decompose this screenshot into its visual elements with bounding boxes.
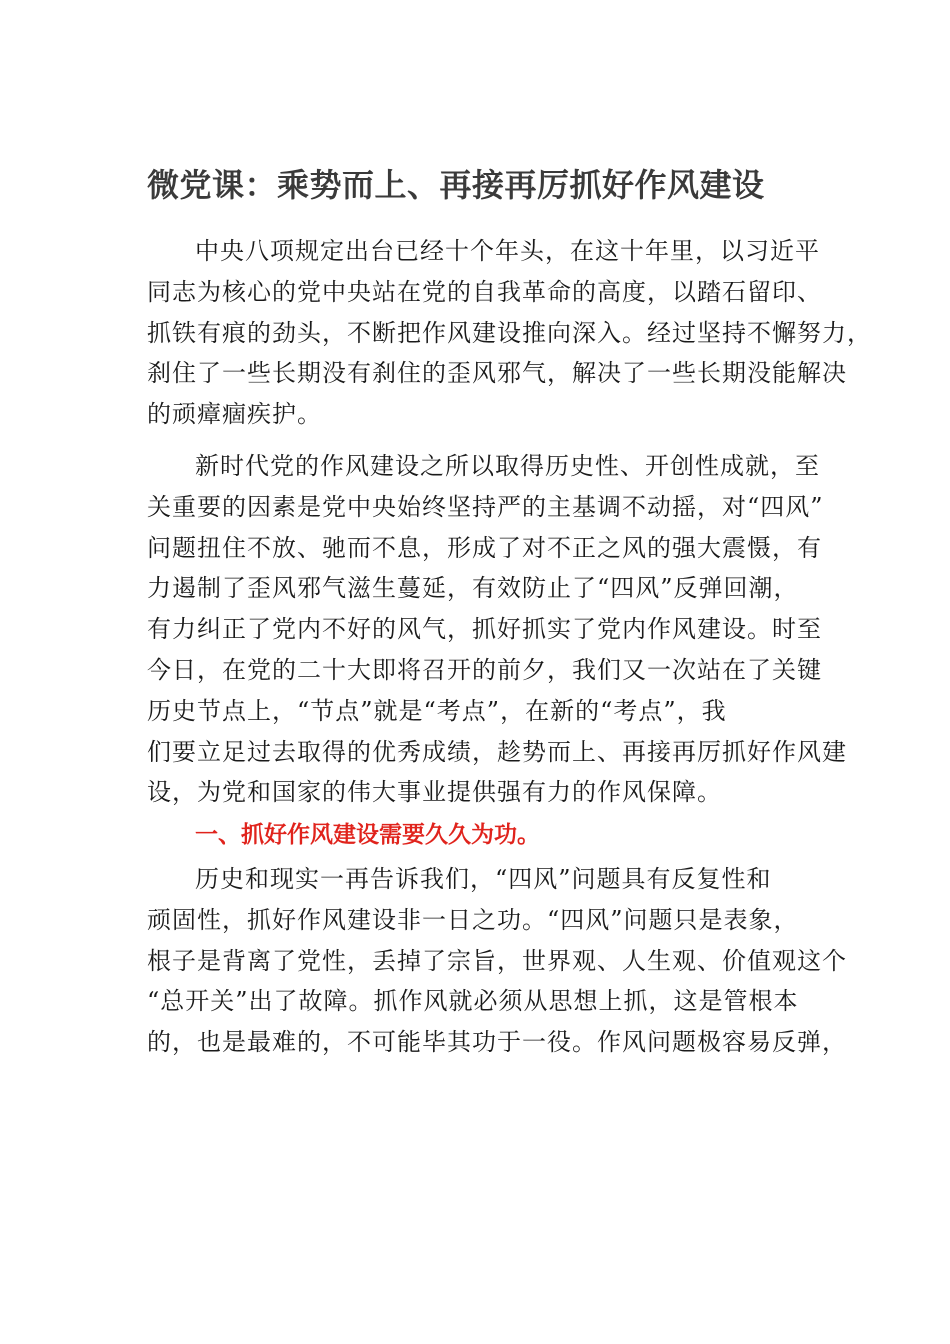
text-line: 抓铁有痕的劲头，不断把作风建设推向深入。经过坚持不懈努力，	[147, 318, 872, 347]
text-line: “总开关”出了故障。抓作风就必须从思想上抓，这是管根本	[147, 987, 799, 1016]
text-line: 问题扭住不放、驰而不息，形成了对不正之风的强大震慑，有	[147, 533, 822, 562]
text-line: 同志为核心的党中央站在党的自我革命的高度，以踏石留印、	[147, 277, 822, 306]
text-line: 的，也是最难的，不可能毕其功于一役。作风问题极容易反弹，	[147, 1028, 847, 1057]
text-line: 顽固性，抓好作风建设非一日之功。“四风”问题只是表象，	[147, 905, 799, 934]
text-line: 们要立足过去取得的优秀成绩，趁势而上、再接再厉抓好作风建	[147, 737, 847, 766]
text-line: 的顽瘴痼疾护。	[147, 400, 322, 429]
text-line: 中央八项规定出台已经十个年头，在这十年里，以习近平	[195, 237, 820, 265]
text-line: 关重要的因素是党中央始终坚持严的主基调不动摇，对“四风”	[147, 492, 824, 521]
text-line: 历史和现实一再告诉我们，“四风”问题具有反复性和	[195, 865, 772, 893]
text-line: 刹住了一些长期没有刹住的歪风邪气，解决了一些长期没能解决	[147, 359, 847, 388]
document-title: 微党课：乘势而上、再接再厉抓好作风建设	[147, 166, 765, 204]
text-line: 力遏制了歪风邪气滋生蔓延，有效防止了“四风”反弹回潮，	[147, 574, 799, 603]
section-1	[147, 815, 807, 856]
text-line: 设，为党和国家的伟大事业提供强有力的作风保障。	[147, 778, 722, 807]
text-line: 有力纠正了党内不好的风气，抓好抓实了党内作风建设。时至	[147, 615, 822, 644]
section-heading: 一、抓好作风建设需要久久为功。	[195, 822, 540, 848]
paragraph-3	[147, 859, 847, 1063]
paragraph-1	[147, 231, 872, 435]
text-line: 根子是背离了党性，丢掉了宗旨，世界观、人生观、价值观这个	[147, 946, 847, 975]
text-line: 新时代党的作风建设之所以取得历史性、开创性成就，至	[195, 452, 820, 480]
text-line: 历史节点上，“节点”就是“考点”，在新的“考点”，我	[147, 696, 727, 725]
paragraph-2	[147, 446, 847, 813]
text-line: 今日，在党的二十大即将召开的前夕，我们又一次站在了关键	[147, 655, 822, 684]
